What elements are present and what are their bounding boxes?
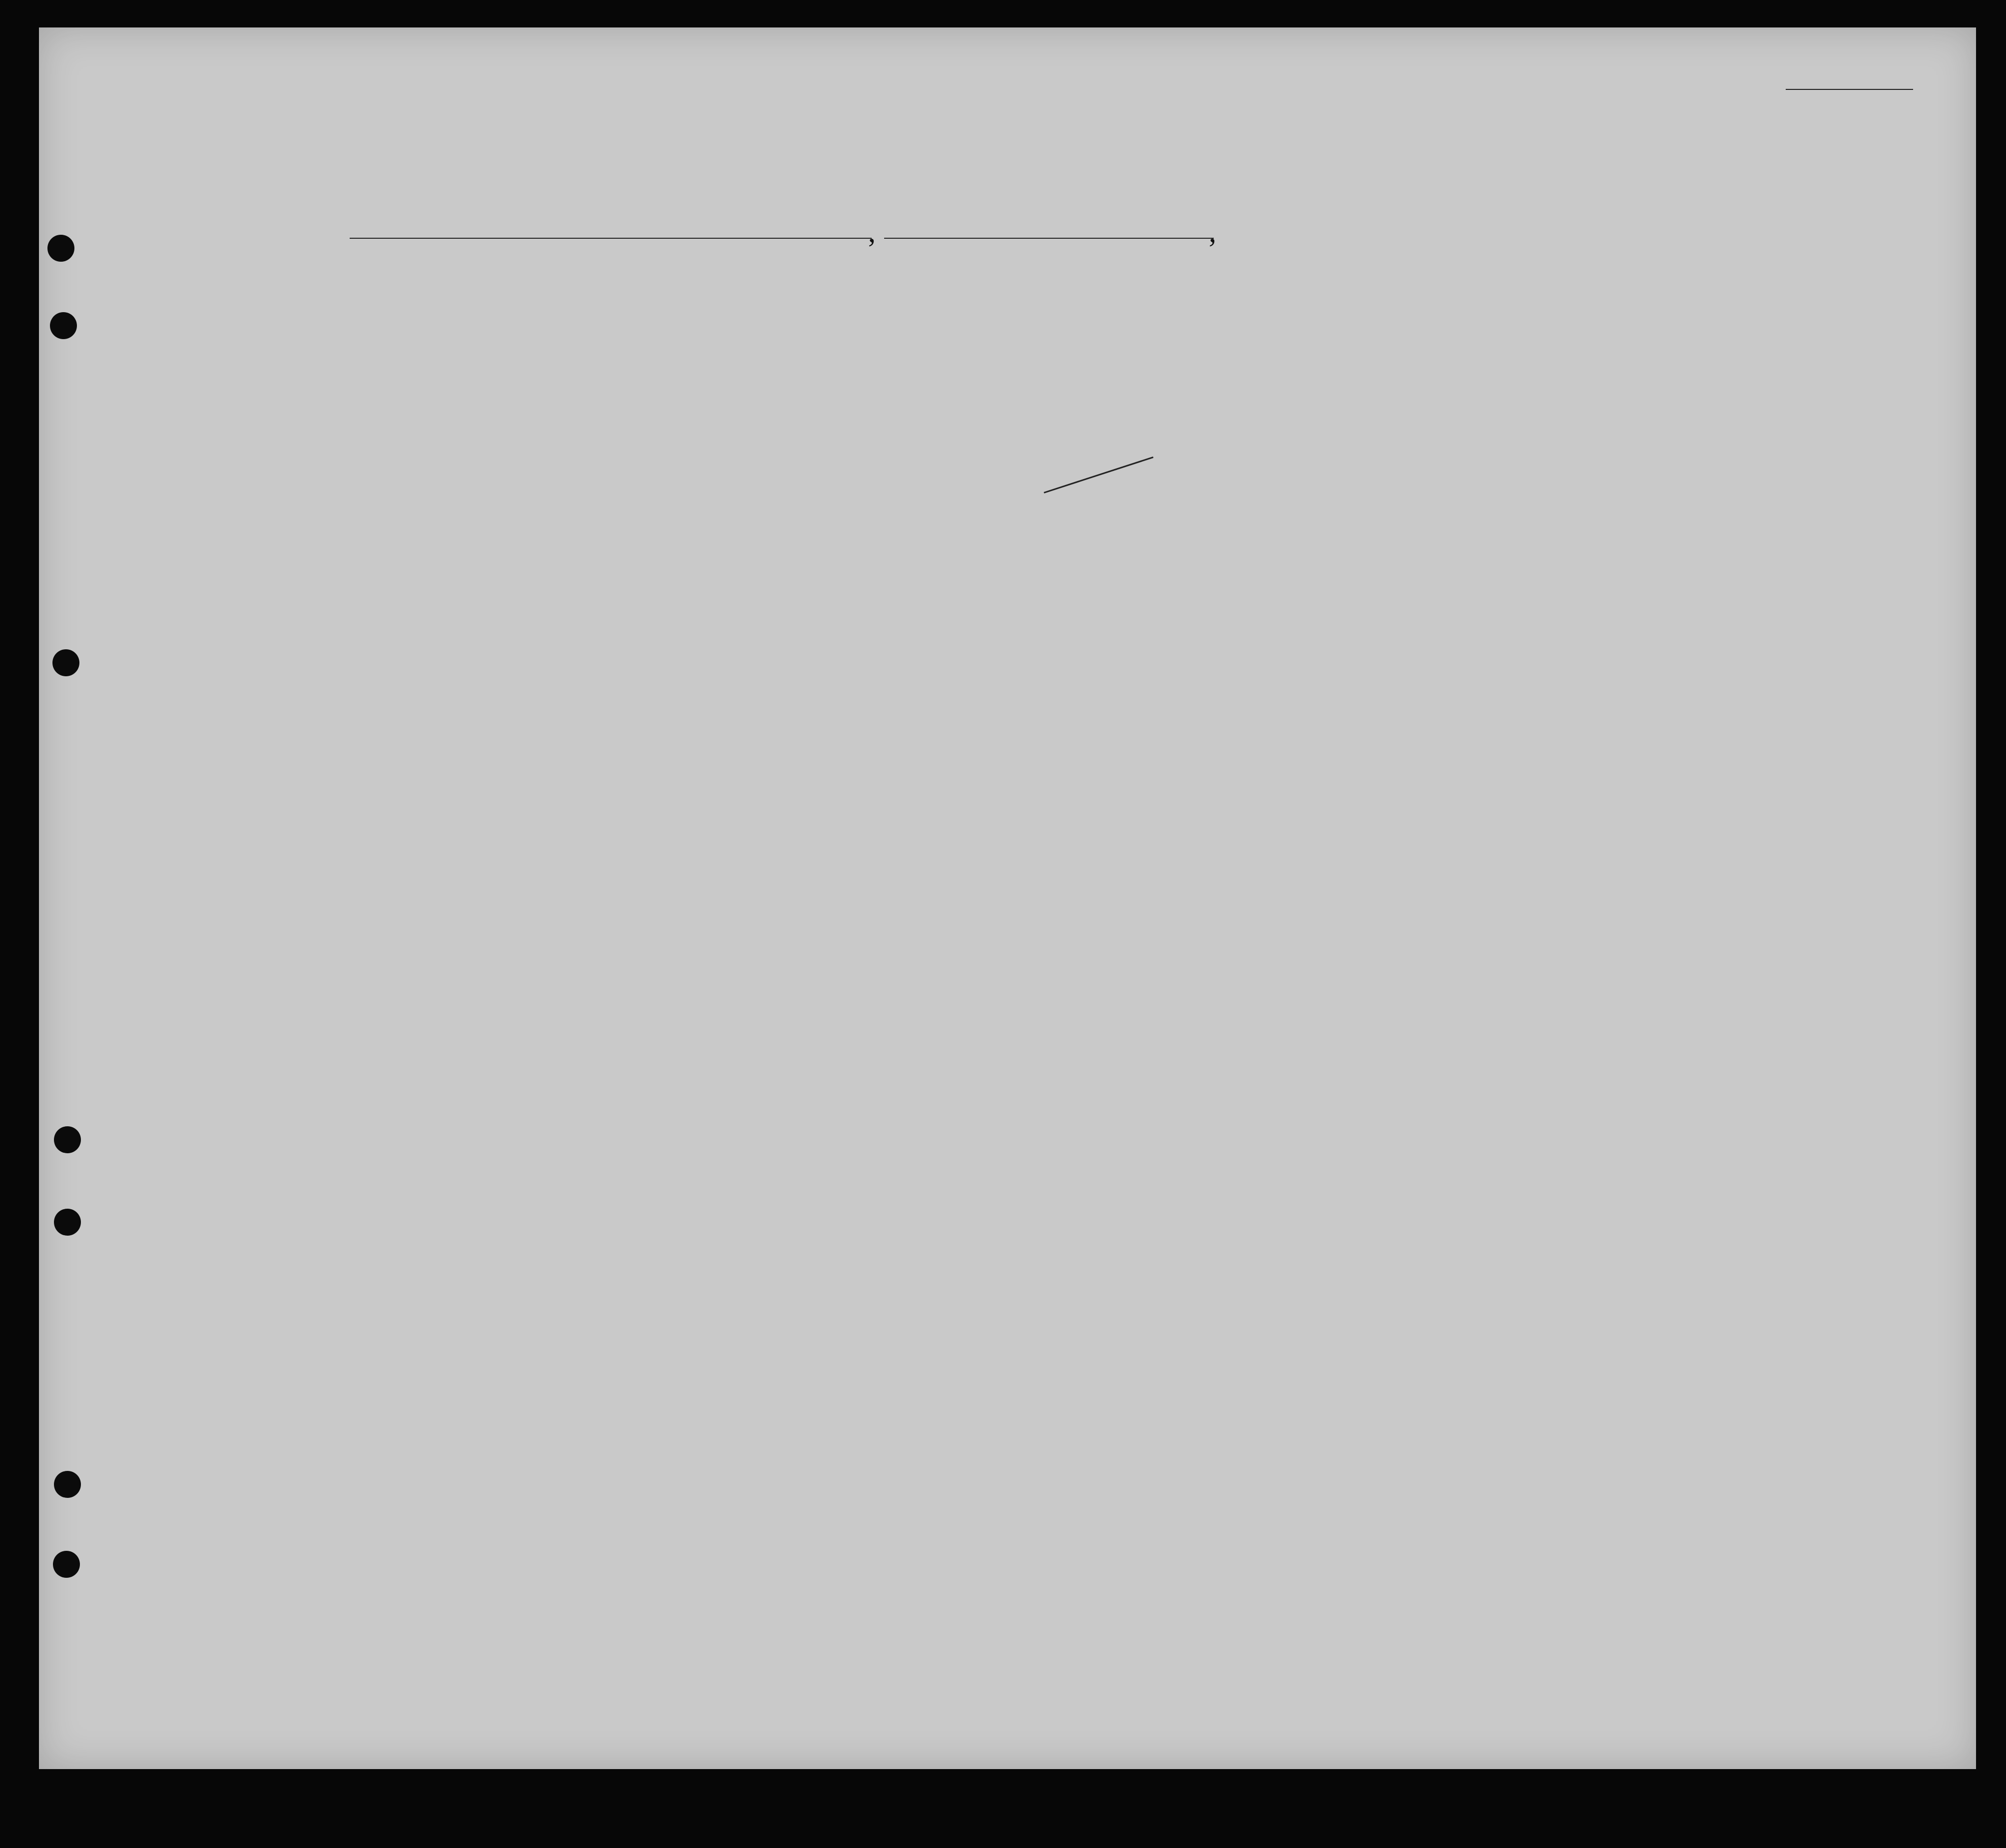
binder-hole [53,1551,80,1578]
binder-hole [52,649,79,676]
binder-hole [54,1126,81,1153]
binder-hole [47,235,74,262]
binder-hole [50,312,77,339]
comma: , [868,215,876,248]
binder-hole [54,1471,81,1498]
comma: , [1209,215,1216,248]
binder-hole [54,1209,81,1236]
